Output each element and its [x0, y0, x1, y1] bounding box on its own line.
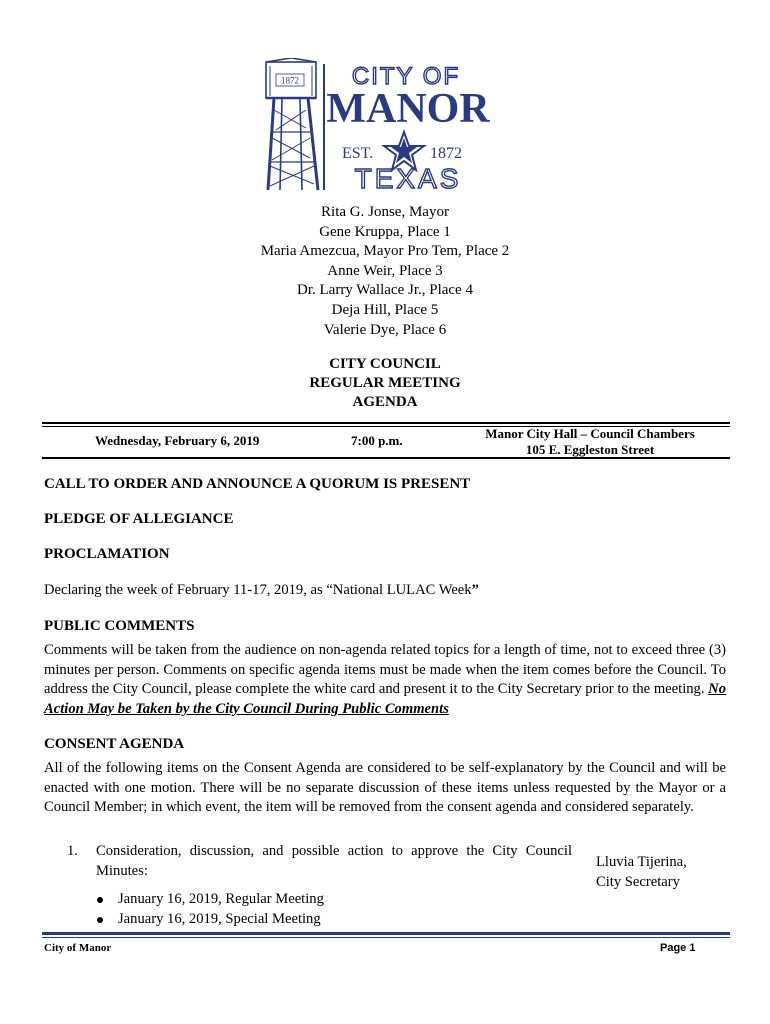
meeting-title-line: AGENDA [352, 394, 418, 410]
meeting-location-line2: 105 E. Eggleston Street [525, 442, 655, 457]
section-heading-public-comments: PUBLIC COMMENTS [44, 618, 195, 634]
bullet-text: January 16, 2019, Special Meeting [118, 910, 321, 927]
council-member: Deja Hill, Place 5 [331, 301, 439, 318]
logo-year: 1872 [430, 145, 462, 162]
section-heading-consent-agenda: CONSENT AGENDA [44, 736, 185, 752]
logo-manor: MANOR [326, 86, 490, 132]
meeting-time: 7:00 p.m. [351, 433, 403, 448]
consent-item-presenter [596, 853, 687, 892]
logo-est: EST. [342, 145, 374, 162]
meeting-title [0, 355, 770, 412]
section-heading-pledge: PLEDGE OF ALLEGIANCE [44, 511, 234, 527]
council-member-list [0, 203, 770, 340]
presenter-name: Lluvia Tijerina, [596, 854, 687, 870]
section-heading-proclamation: PROCLAMATION [44, 546, 170, 562]
consent-item-bullets [95, 890, 324, 929]
council-member: Dr. Larry Wallace Jr., Place 4 [297, 282, 473, 299]
council-member: Rita G. Jonse, Mayor [321, 204, 449, 220]
meeting-title-line: REGULAR MEETING [309, 375, 461, 391]
proclamation-text-close-quote: ” [471, 582, 479, 598]
logo-texas: TEXAS [354, 163, 462, 192]
consent-item-text: Consideration, discussion, and possible action to approve the City Council Minutes: [96, 843, 572, 879]
presenter-title: City Secretary [596, 873, 680, 890]
city-of-manor-logo [258, 58, 490, 192]
info-rule-top [42, 422, 730, 424]
footer-rule [42, 932, 730, 935]
bullet-item [95, 890, 324, 910]
council-member: Gene Kruppa, Place 1 [319, 223, 451, 240]
public-comments-body: Comments will be taken from the audience on non-agenda related topics for a length of time, not to exceed three (3) minutes per person. Comments on specific agenda items must be made when the item comes before the Council. To address the City Council, please complete the white card and present it to the City Secretary prior to the meeting. [44, 642, 726, 698]
council-member: Maria Amezcua, Mayor Pro Tem, Place 2 [260, 243, 510, 260]
meeting-location [482, 426, 698, 458]
public-comments-text [44, 641, 726, 720]
bullet-item [95, 910, 324, 930]
footer-rule-thin [42, 937, 730, 938]
consent-item-number: 1. [67, 843, 78, 859]
meeting-location-line1: Manor City Hall – Council Chambers [485, 426, 695, 441]
consent-agenda-text: All of the following items on the Consent Agenda are considered to be self-explanatory by the Council and will be enacted with one motion. There will be no separate discussion of these items unless requested by the Mayor or a Council Member; in which event, the item will be removed from the consent agenda and considered separately. [44, 760, 726, 816]
council-member: Valerie Dye, Place 6 [323, 321, 447, 338]
council-member: Anne Weir, Place 3 [327, 262, 443, 279]
proclamation-text-main: Declaring the week of February 11-17, 2019, as “National LULAC Week [44, 582, 472, 598]
footer-page-number: Page 1 [660, 942, 696, 954]
info-rule-bottom [42, 457, 730, 459]
bullet-icon [97, 897, 103, 903]
proclamation-text [44, 581, 726, 601]
meeting-title-line: CITY COUNCIL [329, 356, 441, 372]
logo-city-of: CITY OF [351, 63, 461, 90]
logo-tank-year: 1872 [281, 75, 299, 86]
meeting-date: Wednesday, February 6, 2019 [95, 433, 260, 448]
section-heading-call-to-order: CALL TO ORDER AND ANNOUNCE A QUORUM IS PRESENT [44, 476, 471, 492]
footer-org: City of Manor [44, 942, 112, 954]
public-comments-emphasis: No Action May be Taken by the City Council During Public Comments [44, 681, 726, 718]
bullet-text: January 16, 2019, Regular Meeting [118, 891, 324, 907]
bullet-icon [97, 917, 103, 923]
